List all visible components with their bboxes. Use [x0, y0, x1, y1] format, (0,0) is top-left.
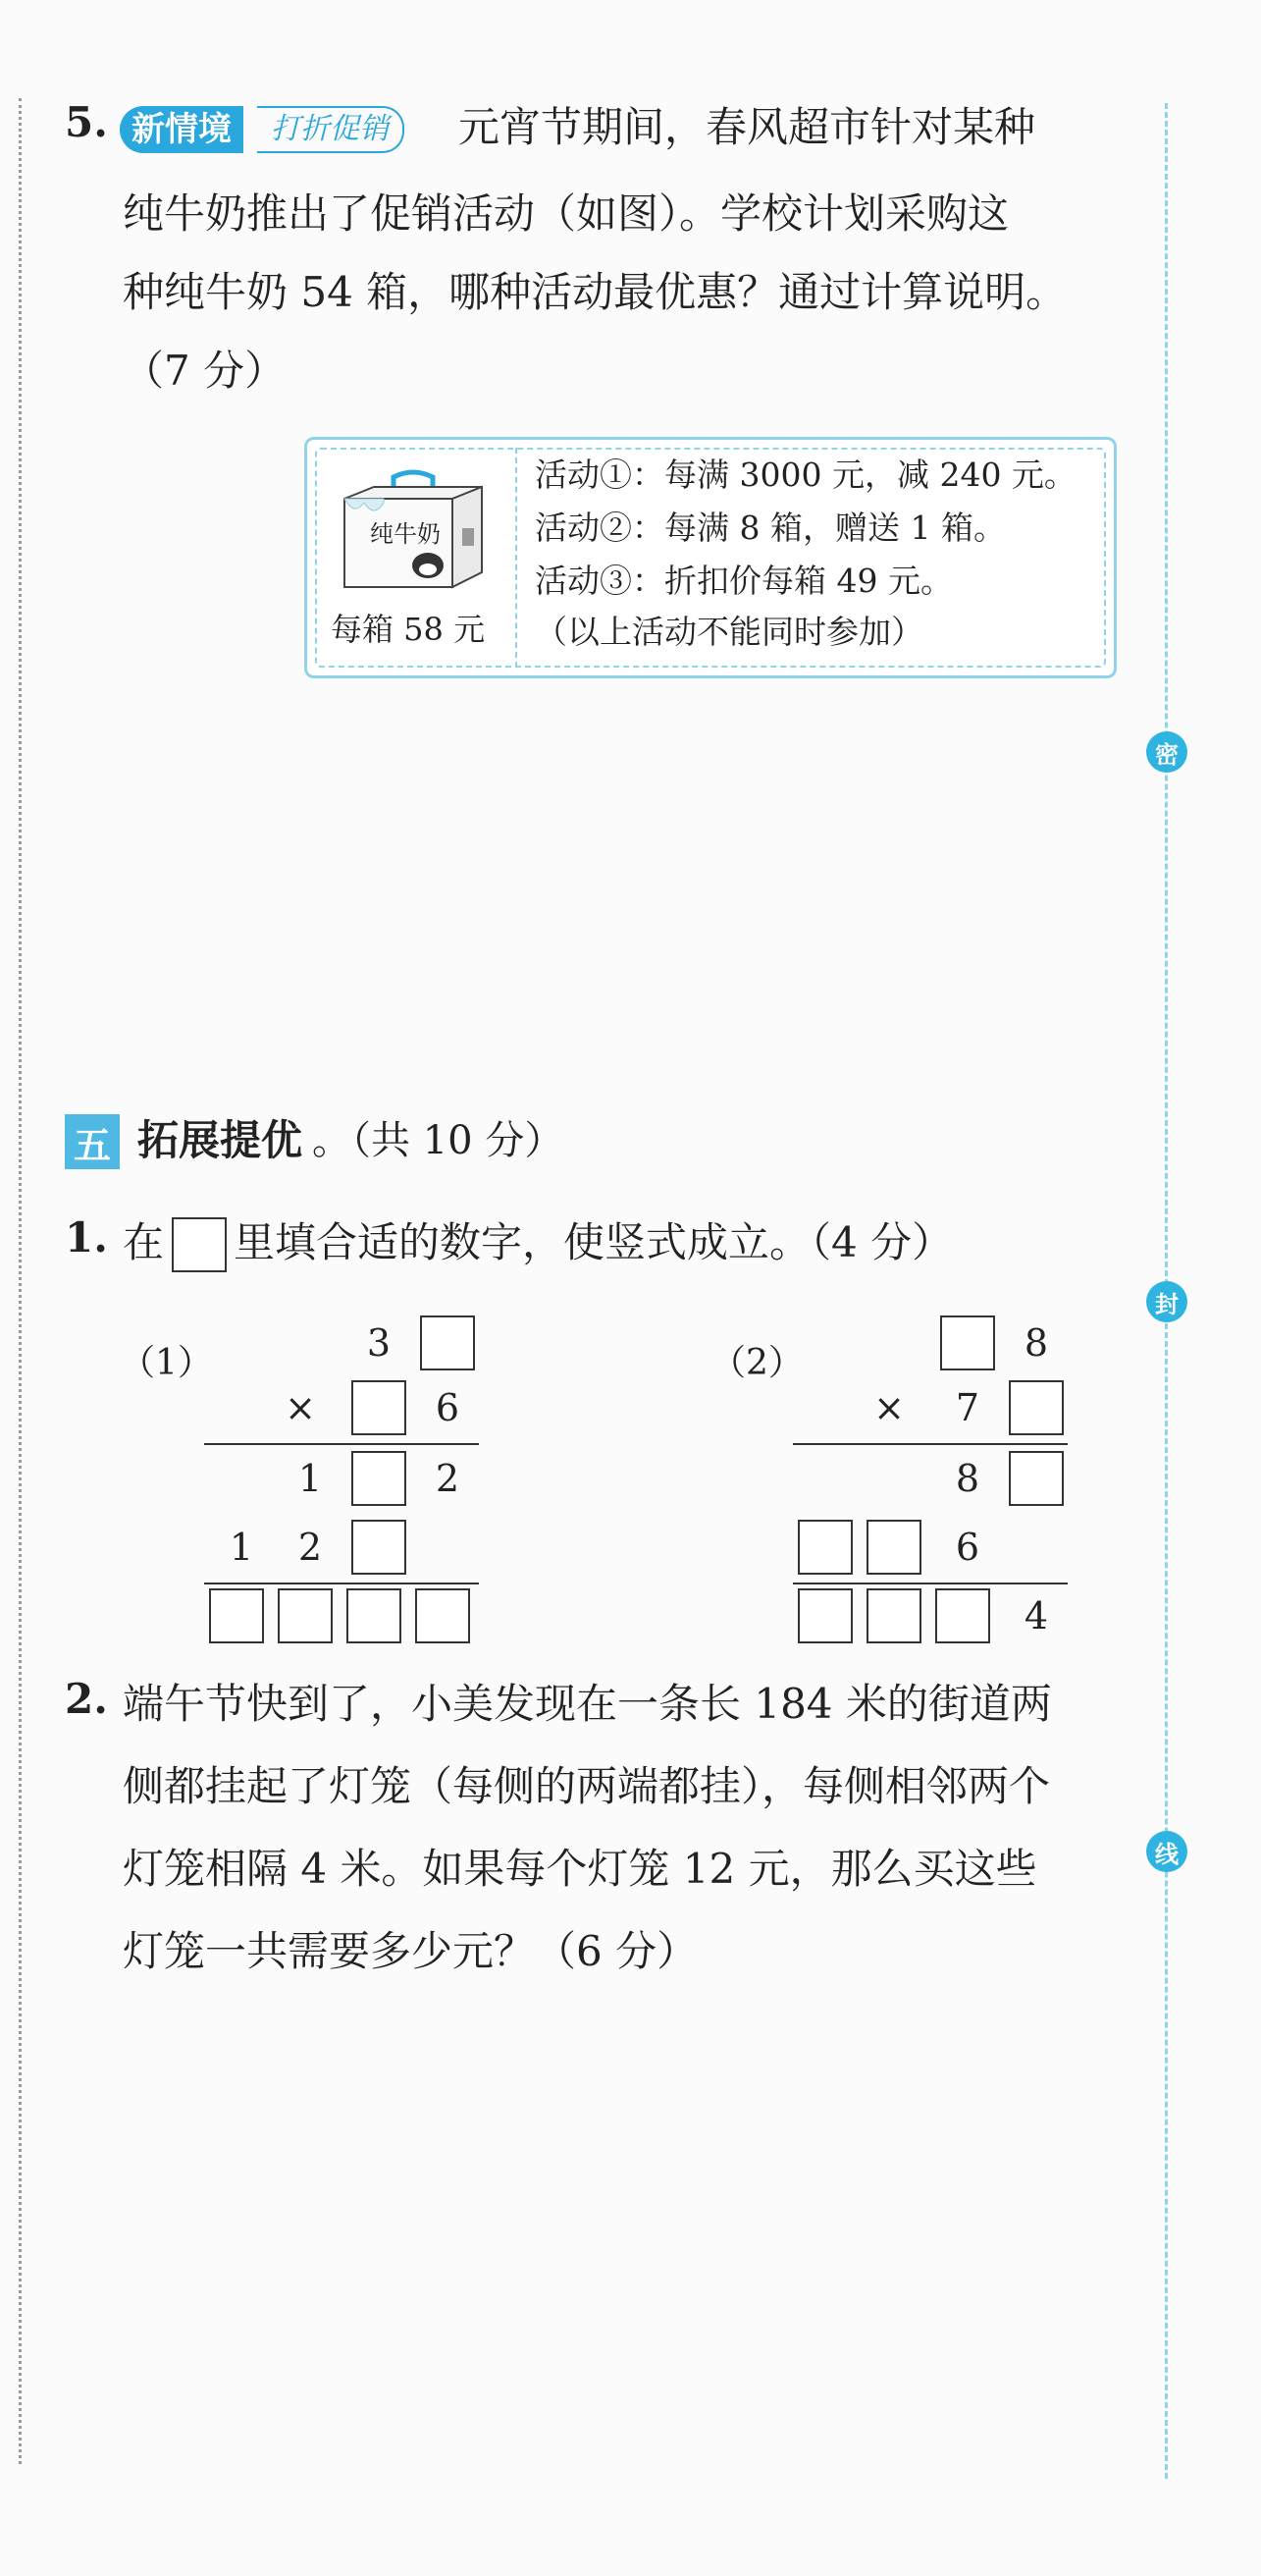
problem-2-label: （2） [710, 1343, 804, 1383]
p1-r1-digit-3: 3 [366, 1321, 392, 1365]
p2-r4-digit-6: 6 [955, 1526, 980, 1569]
promo-item-1: 活动①：每满 3000 元，减 240 元。 [535, 456, 1077, 494]
p2-r3-digit-8: 8 [955, 1457, 980, 1500]
p2-result-box-2[interactable] [867, 1588, 921, 1643]
p2-rule-2 [793, 1583, 1068, 1584]
question-1-number: 1. [65, 1213, 108, 1261]
promotion-divider [515, 448, 517, 668]
p2-r4-box-1[interactable] [798, 1520, 853, 1575]
p2-times-sign: × [873, 1386, 905, 1429]
p2-rule-1 [793, 1443, 1068, 1445]
p2-r1-box[interactable] [940, 1315, 995, 1370]
p1-r3-box[interactable] [351, 1451, 406, 1506]
promo-item-2: 活动②：每满 8 箱，赠送 1 箱。 [535, 509, 1006, 547]
p1-result-box-3[interactable] [346, 1588, 401, 1643]
p1-r3-digit-1: 1 [297, 1457, 323, 1500]
milk-box-label: 纯牛奶 [370, 520, 441, 548]
question-1-text-after: 里填合适的数字，使竖式成立。（4 分） [234, 1218, 954, 1266]
question-5-line-4: （7 分） [123, 347, 287, 395]
p1-r2-box[interactable] [351, 1380, 406, 1435]
question-1-text-before: 在 [123, 1218, 165, 1266]
p2-r4-box-2[interactable] [867, 1520, 921, 1575]
p2-result-digit-4: 4 [1024, 1594, 1049, 1637]
p2-result-box-3[interactable] [935, 1588, 990, 1643]
p1-r2-digit-6: 6 [435, 1386, 460, 1429]
question-2-line-2: 侧都挂起了灯笼（每侧的两端都挂），每侧相邻两个 [123, 1762, 1051, 1810]
promotion-panel [304, 437, 1117, 678]
p1-result-box-2[interactable] [278, 1588, 333, 1643]
p1-r3-digit-2: 2 [435, 1457, 460, 1500]
question-2-line-4: 灯笼一共需要多少元？（6 分） [123, 1927, 699, 1975]
p1-r4-digit-1: 1 [229, 1526, 254, 1569]
promo-item-4: （以上活动不能同时参加） [535, 613, 923, 651]
p2-r2-box[interactable] [1009, 1380, 1064, 1435]
milk-price: 每箱 58 元 [331, 611, 486, 648]
p1-r4-digit-2: 2 [297, 1526, 323, 1569]
p2-r3-box[interactable] [1009, 1451, 1064, 1506]
p1-result-box-1[interactable] [209, 1588, 264, 1643]
p1-times-sign: × [285, 1386, 316, 1429]
question-5-line-1: 元宵节期间，春风超市针对某种 [458, 103, 1036, 151]
seal-feng-icon: 封 [1146, 1281, 1187, 1322]
p1-rule-1 [204, 1443, 479, 1445]
question-2-line-1: 端午节快到了，小美发现在一条长 184 米的街道两 [123, 1680, 1052, 1728]
p1-result-box-4[interactable] [415, 1588, 470, 1643]
p1-r1-box[interactable] [420, 1315, 475, 1370]
question-5-number: 5. [65, 98, 108, 146]
section-5-title: 拓展提优 [137, 1116, 303, 1164]
question-2-line-3: 灯笼相隔 4 米。如果每个灯笼 12 元，那么买这些 [123, 1845, 1037, 1893]
section-5-badge: 五 [65, 1114, 120, 1169]
question-5-line-2: 纯牛奶推出了促销活动（如图）。学校计划采购这 [123, 189, 1010, 238]
question-2-number: 2. [65, 1675, 108, 1723]
new-context-tag: 新情境 [120, 106, 243, 153]
question-5-line-3: 种纯牛奶 54 箱，哪种活动最优惠？通过计算说明。 [123, 268, 1068, 316]
promo-item-3: 活动③：折扣价每箱 49 元。 [535, 562, 953, 600]
p2-r1-digit-8: 8 [1024, 1321, 1049, 1365]
p1-rule-2 [204, 1583, 479, 1584]
p2-result-box-1[interactable] [798, 1588, 853, 1643]
seal-xian-icon: 线 [1146, 1831, 1187, 1872]
discount-tag: 打折促销 [257, 106, 404, 153]
sample-answer-box [172, 1217, 227, 1272]
p1-r4-box[interactable] [351, 1520, 406, 1575]
section-5-note: 。（共 10 分） [312, 1118, 564, 1163]
seal-mi-icon: 密 [1146, 731, 1187, 773]
problem-1-label: （1） [120, 1343, 213, 1383]
binding-dotted-rule [19, 98, 22, 2464]
p2-r2-digit-7: 7 [955, 1386, 980, 1429]
